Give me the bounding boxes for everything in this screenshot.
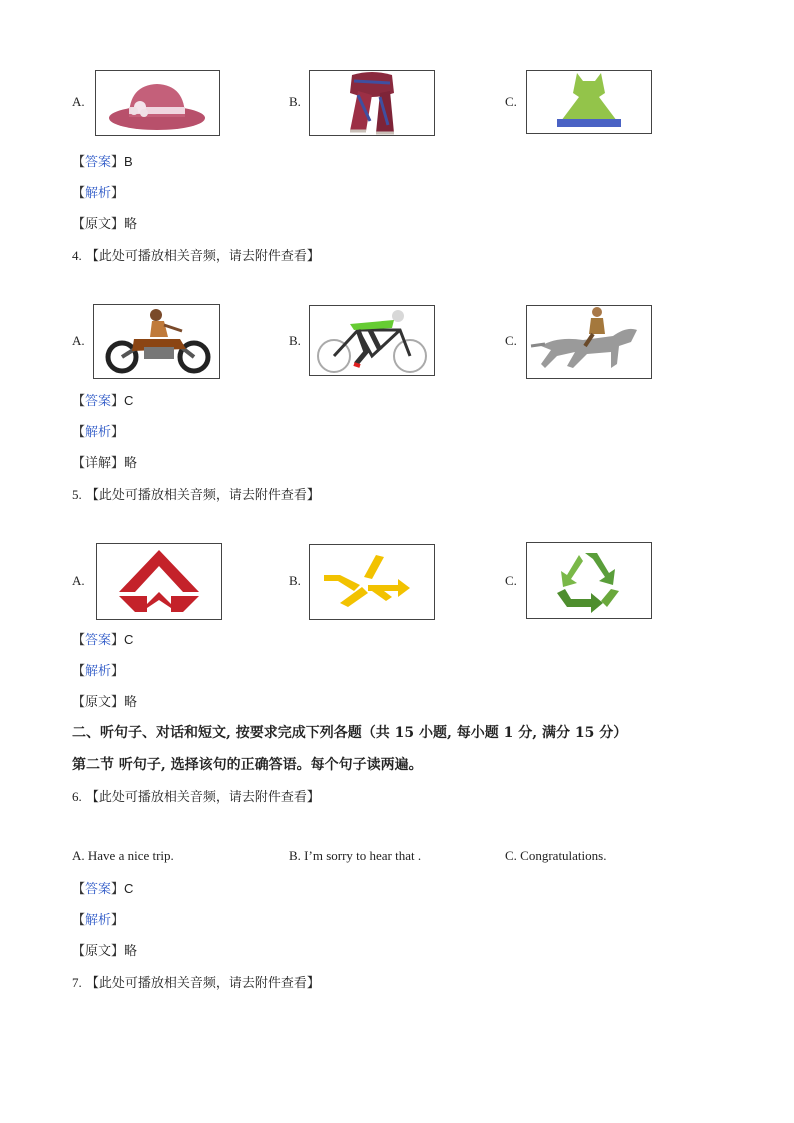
original-value: 略 <box>124 695 138 710</box>
q5-option-a-image[interactable] <box>96 543 222 620</box>
analysis-label: 解析 <box>85 425 112 440</box>
q3-option-b-image[interactable] <box>309 70 435 136</box>
question-number: 7. <box>72 975 82 990</box>
original-label: 原文 <box>85 944 112 959</box>
analysis-label: 解析 <box>85 186 112 201</box>
motorcycle-icon <box>94 305 219 378</box>
q4-option-c-image[interactable] <box>526 305 652 379</box>
answer-label: 答案 <box>85 394 112 409</box>
q5-analysis-line: 【解析】 <box>72 664 125 679</box>
q6-prompt-line <box>72 786 320 805</box>
q5-option-b-letter: B. <box>289 573 301 588</box>
q5-option-a-letter: A. <box>72 573 85 588</box>
q3-analysis-line: 【解析】 <box>72 186 125 201</box>
q4-prompt-line <box>72 245 320 264</box>
question-number: 5. <box>72 487 82 502</box>
analysis-label: 解析 <box>85 664 112 679</box>
bicycle-icon <box>310 306 434 375</box>
horse-rider-icon <box>527 306 651 378</box>
q4-detail-line: 【详解】略 <box>72 456 138 471</box>
red-triangle-arrows-icon <box>97 544 221 619</box>
original-label: 原文 <box>85 695 112 710</box>
q4-option-b-letter: B. <box>289 333 301 348</box>
q4-answer-line: 【答案】C <box>72 393 134 409</box>
q5-prompt-line <box>72 484 320 503</box>
q3-option-b-letter: B. <box>289 94 301 109</box>
q4-option-a-letter: A. <box>72 333 85 348</box>
q4-analysis-line: 【解析】 <box>72 425 125 440</box>
question-number: 4. <box>72 248 82 263</box>
dress-icon <box>527 71 651 133</box>
question-number: 6. <box>72 789 82 804</box>
detail-label: 详解 <box>85 456 112 471</box>
q6-analysis-line: 【解析】 <box>72 913 125 928</box>
hat-icon <box>96 71 219 135</box>
q5-option-c-letter: C. <box>505 573 517 588</box>
answer-value: C <box>124 393 134 408</box>
q4-option-a-image[interactable] <box>93 304 220 379</box>
q7-prompt-line <box>72 972 320 991</box>
q5-answer-line: 【答案】C <box>72 632 134 648</box>
scarf-icon <box>310 71 434 135</box>
audio-prompt[interactable]: 【此处可播放相关音频，请去附件查看】 <box>85 249 320 264</box>
q3-answer-line: 【答案】B <box>72 154 133 170</box>
q6-option-c[interactable]: C. Congratulations. <box>505 848 607 863</box>
q4-option-c-letter: C. <box>505 333 517 348</box>
q6-answer-line: 【答案】C <box>72 881 134 897</box>
q3-option-a-letter: A. <box>72 94 85 109</box>
q3-option-c-image[interactable] <box>526 70 652 134</box>
q6-option-a[interactable]: A. Have a nice trip. <box>72 848 174 863</box>
detail-value: 略 <box>124 456 138 471</box>
audio-prompt[interactable]: 【此处可播放相关音频，请去附件查看】 <box>85 790 320 805</box>
q4-option-b-image[interactable] <box>309 305 435 376</box>
answer-value: C <box>124 632 134 647</box>
q6-option-b[interactable]: B. I’m sorry to hear that . <box>289 848 422 863</box>
q3-option-a-image[interactable] <box>95 70 220 136</box>
q5-option-b-image[interactable] <box>309 544 435 620</box>
answer-label: 答案 <box>85 633 112 648</box>
audio-prompt[interactable]: 【此处可播放相关音频，请去附件查看】 <box>85 488 320 503</box>
section-heading: 二、听句子、对话和短文, 按要求完成下列各题（共 15 小题, 每小题 1 分, 满分 15 分） <box>72 725 628 741</box>
original-value: 略 <box>124 944 138 959</box>
answer-value: B <box>124 154 133 169</box>
analysis-label: 解析 <box>85 913 112 928</box>
audio-prompt[interactable]: 【此处可播放相关音频，请去附件查看】 <box>85 976 320 991</box>
answer-value: C <box>124 881 134 896</box>
q5-option-c-image[interactable] <box>526 542 652 619</box>
answer-label: 答案 <box>85 155 112 170</box>
original-label: 原文 <box>85 217 112 232</box>
section-subheading: 第二节 听句子, 选择该句的正确答语。每个句子读两遍。 <box>72 757 423 773</box>
q3-original-line: 【原文】略 <box>72 217 138 232</box>
answer-label: 答案 <box>85 882 112 897</box>
q5-original-line: 【原文】略 <box>72 695 138 710</box>
q3-option-c-letter: C. <box>505 94 517 109</box>
yellow-converging-arrows-icon <box>310 545 434 619</box>
q6-original-line: 【原文】略 <box>72 944 138 959</box>
original-value: 略 <box>124 217 138 232</box>
recycle-icon <box>527 543 651 618</box>
